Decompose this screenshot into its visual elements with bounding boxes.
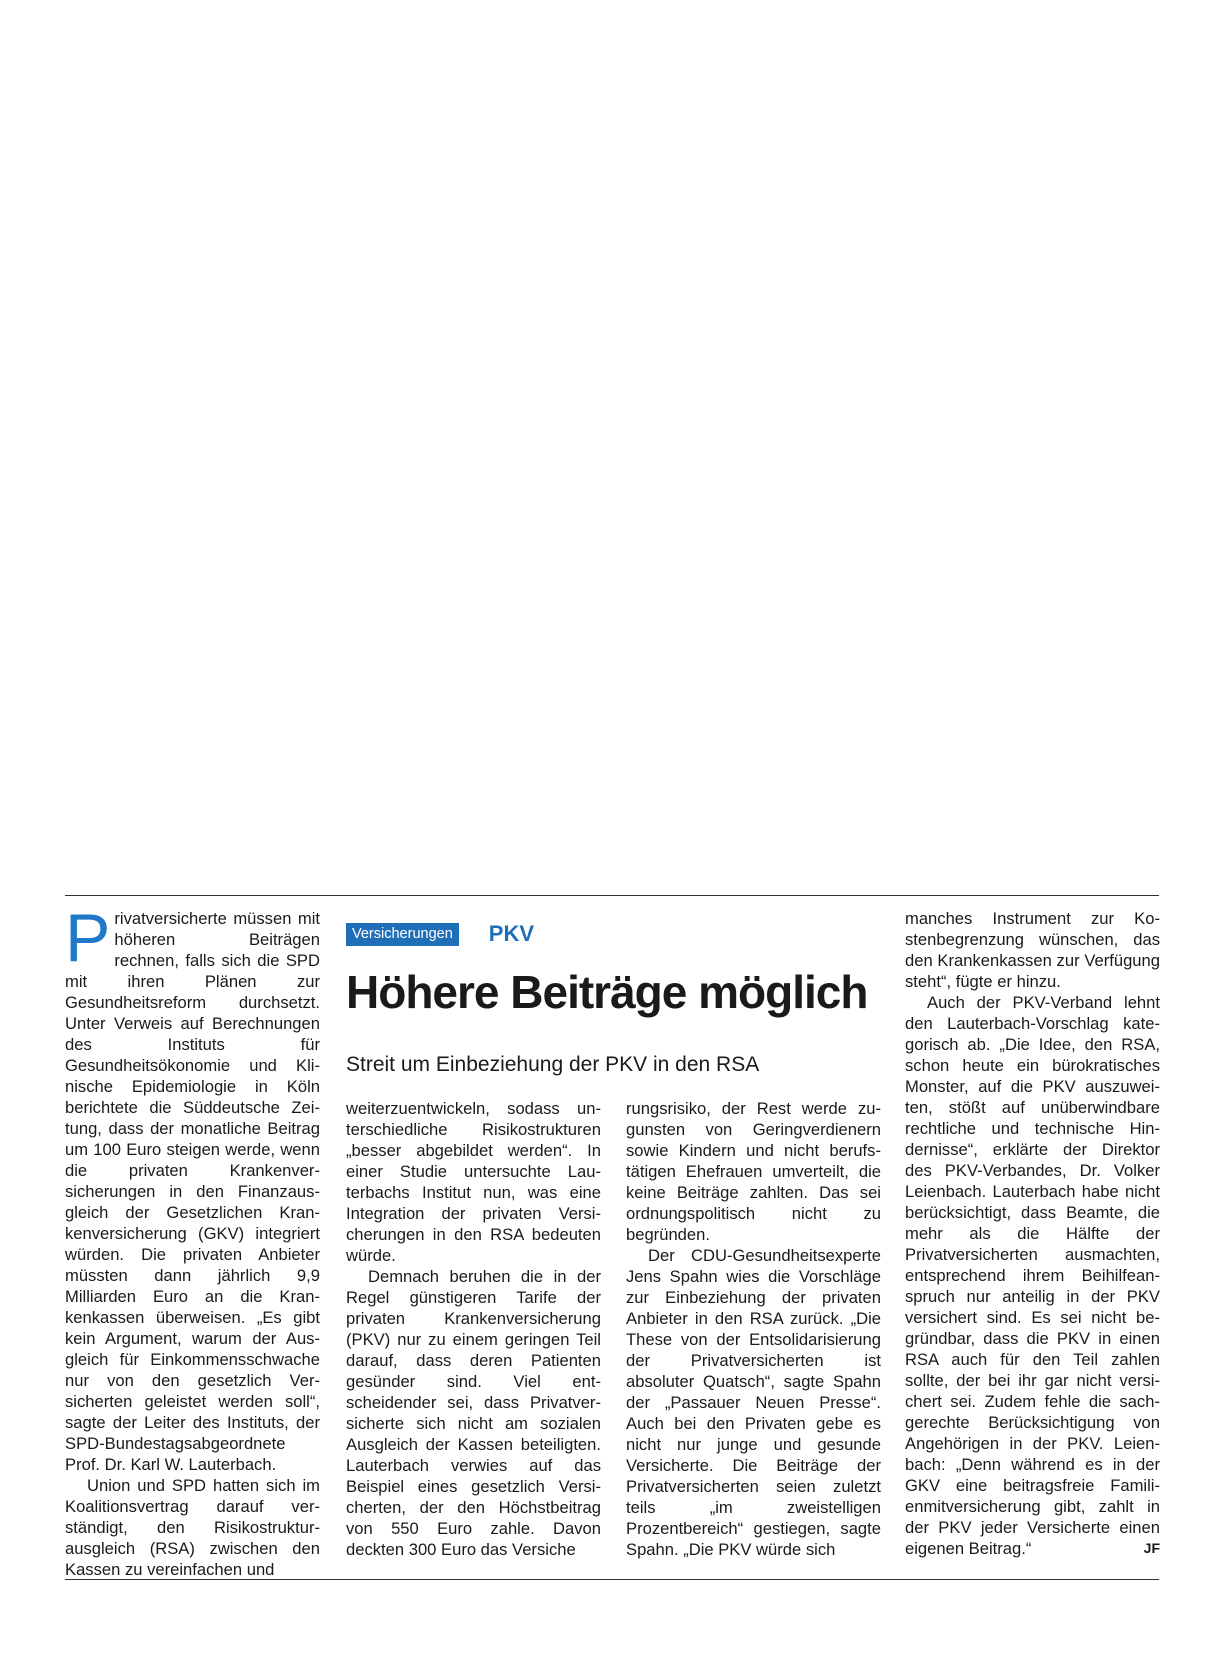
rubric <box>346 921 534 947</box>
paragraph-text: rivatversicherte müssen mit höheren Beiträgen rechnen, falls sich die SPD mit ihren Plänen zur Gesundheitsreform durchsetzt. Unter Verweis auf Berechnungen des Instituts für Gesundheitsökonomie und Klinische Epidemiologie in Köln berichtete die Süddeutsche Zeitung, dass der monatliche Beitrag um 100 Euro steigen werde, wenn die privaten Krankenversicherungen in den Finanzausgleich der Gesetzlichen Krankenversicherung (GKV) integriert würden. Die privaten Anbieter müssten dann jährlich 9,9 Milliarden Euro an die Krankenkassen überweisen. „Es gibt kein Argument, warum der Ausgleich für Einkommensschwache nur von den gesetzlich Versicherten geleistet werden soll“, sagte der Leiter des Instituts, der SPD-Bundestagsabgeordnete Prof. Dr. Karl W. Lauterbach. <box>65 909 320 1474</box>
article-column-4 <box>905 908 1160 1559</box>
headline: Höhere Beiträge möglich <box>346 966 868 1018</box>
section-tag: Versicherungen <box>346 923 459 946</box>
paragraph: Der CDU-Gesundheitsexperte Jens Spahn wies die Vorschläge zur Einbeziehung der privaten Anbieter in den RSA zurück. „Die These von der Entsolidarisierung der Privatversicherten ist absoluter Quatsch“, sagte Spahn der „Passauer Neuen Presse“. Auch bei den Privaten gebe es nicht nur junge und gesunde Versicherte. Die Beiträge der Privatversicherten seien zuletzt teils „im zweistelligen Prozentbereich“ gestiegen, sagte Spahn. „Die PKV würde sich <box>626 1246 881 1559</box>
paragraph: weiterzuentwickeln, sodass unterschiedliche Risikostrukturen „besser abgebildet werden“. In einer Studie untersuchte Lauterbachs Institut nun, was eine Integration der privaten Versicherungen in den RSA bedeuten würde. <box>346 1099 601 1265</box>
paragraph-text: Auch der PKV-Verband lehnt den Lauterbach-Vorschlag kategorisch ab. „Die Idee, den RSA, schon heute ein bürokratisches Monster, auf die PKV auszuweiten, stößt auf unüberwindbare rechtliche und technische Hindernisse“, erklärte der Direktor des PKV-Verbandes, Dr. Volker Leienbach. Lauterbach habe nicht berücksichtigt, dass Beamte, die mehr als die Hälfte der Privatversicherten ausmachten, entsprechend ihrem Beihilfeanspruch nur anteilig in der PKV versichert sind. Es sei nicht begründbar, dass die PKV in einen RSA auch für den Teil zahlen sollte, der bei ihr gar nicht versichert sei. Zudem fehle die sachgerechte Berücksichtigung von Angehörigen in der PKV. Leienbach: „Denn während es in der GKV eine beitragsfreie Familienmitversicherung gibt, zahlt in der PKV jeder Versicherte einen eigenen Beitrag.“ <box>905 993 1160 1558</box>
top-rule <box>65 895 1159 896</box>
paragraph: rungsrisiko, der Rest werde zugunsten von Geringverdienern sowie Kindern und nicht berufstätigen Ehefrauen umverteilt, die keine Beiträge zahlten. Das sei ordnungspolitisch nicht zu begründen. <box>626 1099 881 1244</box>
article-column-2 <box>346 1098 601 1560</box>
paragraph <box>65 900 320 1475</box>
paragraph <box>905 992 1160 1559</box>
bottom-rule <box>65 1579 1159 1580</box>
article-column-1 <box>65 900 320 1580</box>
drop-cap: P <box>65 900 111 976</box>
paragraph: Demnach beruhen die in der Regel günstigeren Tarife der privaten Krankenversicherung (PKV) nur zu einem geringen Teil darauf, dass deren Patienten gesünder sind. Viel entscheidender sei, dass Privatversicherte sich nicht am sozialen Ausgleich der Kassen beteiligten. Lauterbach verwies auf das Beispiel eines gesetzlich Versicherten, der den Höchstbeitrag von 550 Euro zahle. Davon deckten 300 Euro das Versiche <box>346 1267 601 1559</box>
article-column-3 <box>626 1098 881 1560</box>
author-signature: JF <box>1143 1540 1160 1556</box>
paragraph: manches Instrument zur Kostenbegrenzung wünschen, das den Krankenkassen zur Verfügung steht“, fügte er hinzu. <box>905 909 1160 991</box>
topic-label: PKV <box>488 921 535 946</box>
subheadline: Streit um Einbeziehung der PKV in den RSA <box>346 1053 760 1076</box>
paragraph: Union und SPD hatten sich im Koalitionsvertrag darauf verständigt, den Risikostrukturausgleich (RSA) zwischen den Kassen zu vereinfachen und <box>65 1476 320 1579</box>
